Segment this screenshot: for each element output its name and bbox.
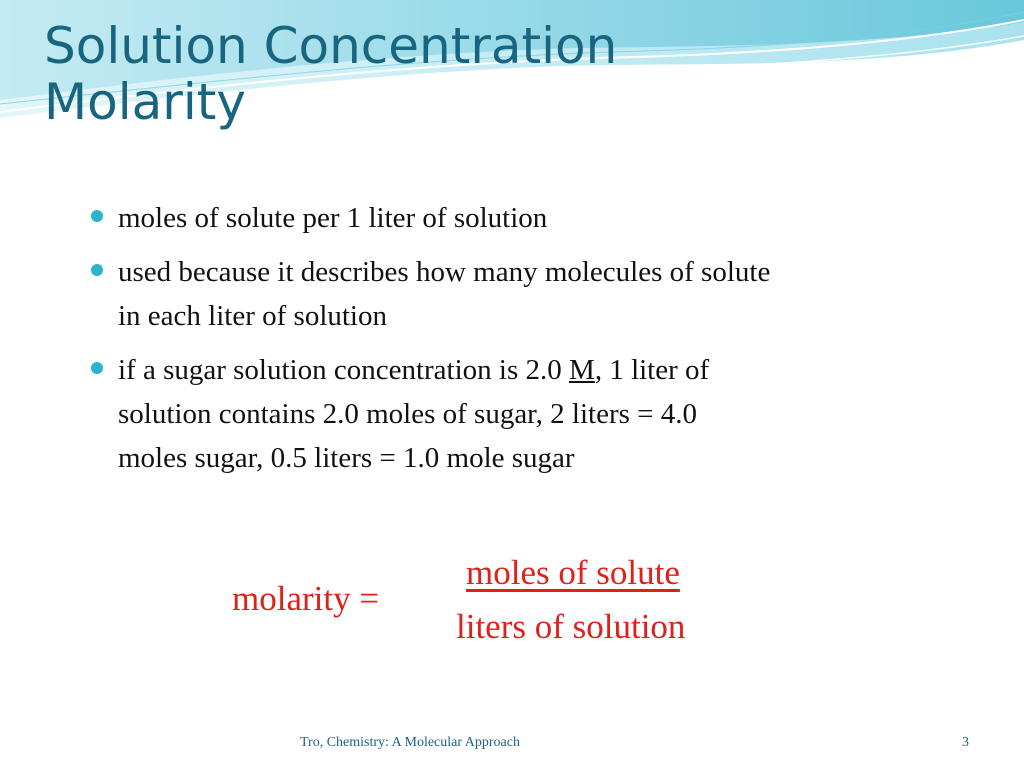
bullet-line (118, 348, 948, 392)
bullet-dot-icon (91, 362, 103, 374)
bullet-line: moles sugar, 0.5 liters = 1.0 mole sugar (118, 442, 575, 474)
bullet-line-suffix: , 1 liter of (594, 354, 710, 386)
footer-citation: Tro, Chemistry: A Molecular Approach (300, 735, 520, 750)
title-line-1: Solution Concentration (44, 17, 618, 75)
bullet-dot-icon (91, 264, 103, 276)
bullet-line: solution contains 2.0 moles of sugar, 2 liters = 4.0 (118, 398, 698, 430)
formula-lhs: molarity = (232, 579, 380, 618)
bullet-item-1 (88, 196, 948, 240)
formula-numerator: moles of solute (466, 553, 680, 592)
bullet-item-2 (88, 250, 948, 338)
bullet-line: moles of solute per 1 liter of solution (118, 202, 548, 234)
bullet-dot-icon (91, 210, 103, 222)
bullet-text (118, 250, 948, 338)
slide-title (44, 18, 944, 130)
bullet-list (88, 196, 948, 490)
bullet-item-3 (88, 348, 948, 480)
bullet-line-prefix: if a sugar solution concentration is 2.0 (118, 354, 570, 386)
formula-denominator: liters of solution (456, 607, 686, 646)
bullet-line: used because it describes how many molecules of solute (118, 256, 771, 288)
bullet-text (118, 196, 948, 240)
bullet-line: in each liter of solution (118, 300, 387, 332)
bullet-text (118, 348, 948, 480)
slide-number: 3 (962, 735, 969, 750)
molarity-unit-symbol: M (569, 354, 595, 386)
title-line-2: Molarity (44, 73, 246, 131)
